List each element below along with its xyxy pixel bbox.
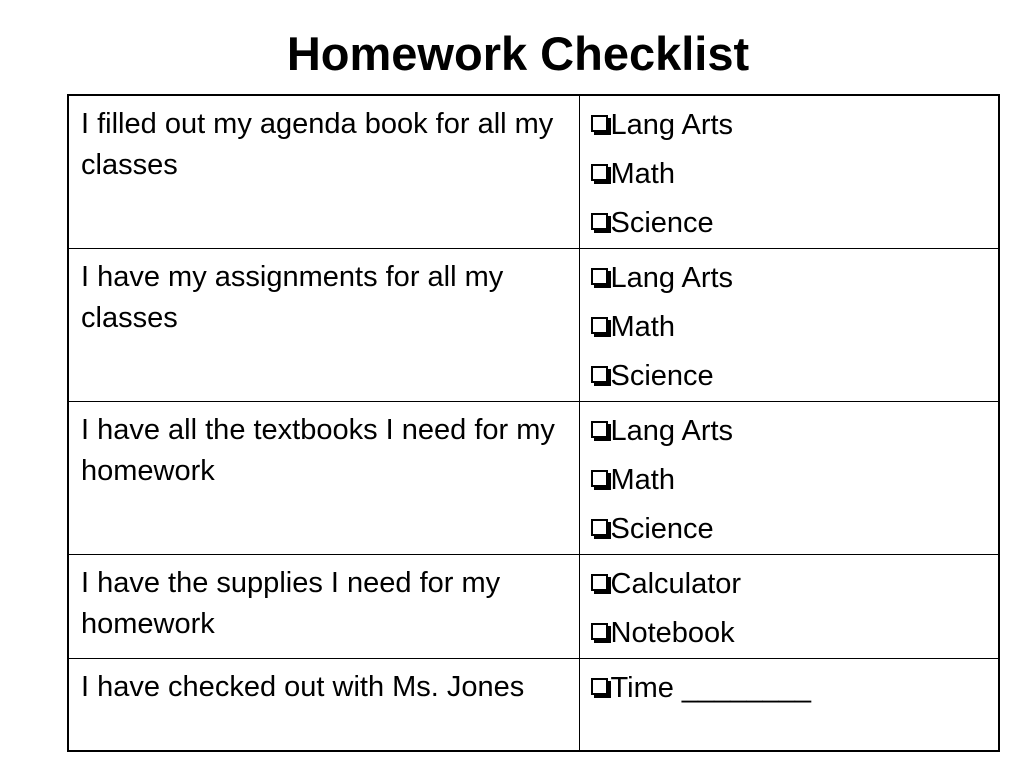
page-title: Homework Checklist: [286, 27, 750, 80]
checkbox-icon[interactable]: [591, 366, 608, 383]
table-row: [68, 402, 999, 555]
checkbox-label: Math: [610, 311, 675, 343]
options-cell: [579, 555, 999, 659]
checkbox-label: Science: [610, 207, 714, 239]
checkbox-item[interactable]: [591, 505, 993, 554]
checkbox-item[interactable]: [591, 352, 993, 401]
checkbox-icon[interactable]: [591, 470, 608, 487]
checkbox-label: Science: [610, 513, 714, 545]
checkbox-icon[interactable]: [591, 519, 608, 536]
options-cell: [579, 95, 999, 249]
checkbox-icon[interactable]: [591, 115, 608, 132]
checkbox-icon[interactable]: [591, 164, 608, 181]
checkbox-item[interactable]: [591, 664, 993, 713]
statement-cell: I have all the textbooks I need for my homework: [68, 402, 579, 555]
checklist-table: [67, 94, 1000, 752]
checkbox-item[interactable]: [591, 101, 993, 150]
checkbox-label: Lang Arts: [610, 262, 734, 294]
table-row: [68, 659, 999, 751]
options-cell: [579, 659, 999, 751]
table-row: [68, 95, 999, 249]
table-row: [68, 249, 999, 402]
checkbox-label: Notebook: [610, 617, 735, 649]
options-cell: [579, 249, 999, 402]
checkbox-item[interactable]: [591, 150, 993, 199]
statement-cell: I have checked out with Ms. Jones: [68, 659, 579, 751]
statement-cell: I have the supplies I need for my homework: [68, 555, 579, 659]
checkbox-item[interactable]: [591, 254, 993, 303]
checkbox-item[interactable]: [591, 199, 993, 248]
options-cell: [579, 402, 999, 555]
checkbox-item[interactable]: [591, 303, 993, 352]
checkbox-icon[interactable]: [591, 574, 608, 591]
table-row: [68, 555, 999, 659]
checkbox-label: Lang Arts: [610, 415, 734, 447]
checkbox-item[interactable]: [591, 407, 993, 456]
checkbox-item[interactable]: [591, 609, 993, 658]
checkbox-item[interactable]: [591, 456, 993, 505]
checkbox-label: Calculator: [610, 568, 742, 600]
checkbox-label: Math: [610, 158, 675, 190]
checkbox-icon[interactable]: [591, 268, 608, 285]
statement-cell: I have my assignments for all my classes: [68, 249, 579, 402]
checkbox-label: Math: [610, 464, 675, 496]
statement-cell: I filled out my agenda book for all my classes: [68, 95, 579, 249]
checkbox-label: Lang Arts: [610, 109, 734, 141]
checkbox-item[interactable]: [591, 560, 993, 609]
checkbox-icon[interactable]: [591, 421, 608, 438]
checkbox-icon[interactable]: [591, 213, 608, 230]
checkbox-icon[interactable]: [591, 317, 608, 334]
checkbox-icon[interactable]: [591, 623, 608, 640]
checkbox-icon[interactable]: [591, 678, 608, 695]
checkbox-label: Time ________: [610, 672, 811, 704]
checkbox-label: Science: [610, 360, 714, 392]
